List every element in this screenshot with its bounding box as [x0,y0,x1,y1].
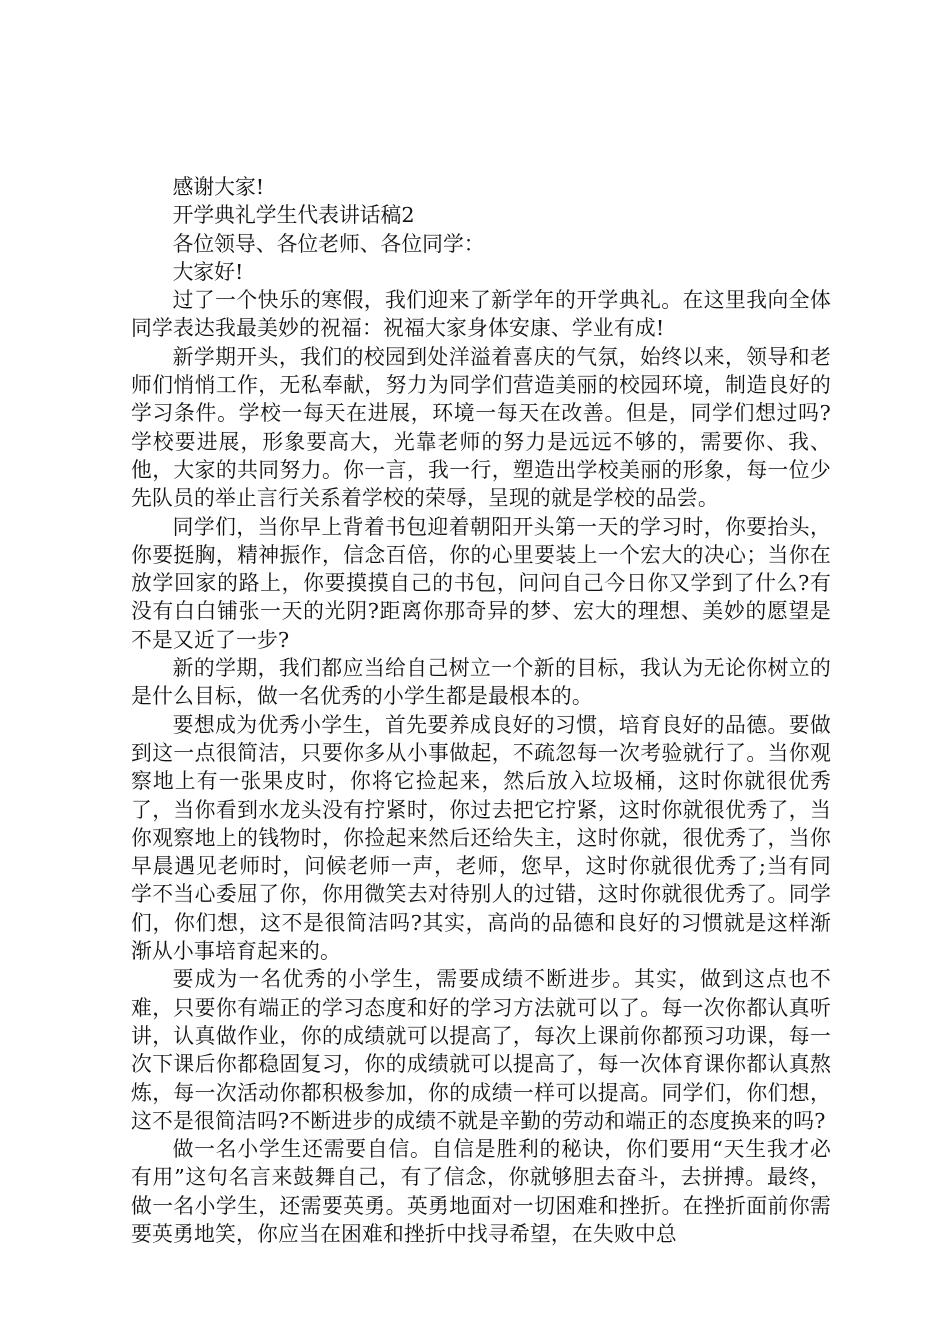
paragraph: 新的学期，我们都应当给自己树立一个新的目标，我认为无论你树立的是什么目标，做一名优秀的小学生都是最根本的。 [131,656,831,709]
document-body [131,173,831,1248]
paragraph: 新学期开头，我们的校园到处洋溢着喜庆的气氛，始终以来，领导和老师们悄悄工作，无私奉献，努力为同学们营造美丽的校园环境，制造良好的学习条件。学校一每天在进展，环境一每天在改善。但是，同学们想过吗?学校要进展，形象要高大，光靠老师的努力是远远不够的，需要你、我、他，大家的共同努力。你一言，我一行，塑造出学校美丽的形象，每一位少先队员的举止言行关系着学校的荣辱，呈现的就是学校的品尝。 [131,344,831,511]
greeting: 大家好! [172,259,244,284]
paragraph: 同学们，当你早上背着书包迎着朝阳开头第一天的学习时，你要抬头，你要挺胸，精神振作，信念百倍，你的心里要装上一个宏大的决心；当你在放学回家的路上，你要摸摸自己的书包，问问自己今日你又学到了什么?有没有白白铺张一天的光阴?距离你那奇异的梦、宏大的理想、美妙的愿望是不是又近了一步? [131,514,831,652]
paragraph: 做一名小学生还需要自信。自信是胜利的秘诀，你们要用“天生我才必有用”这句名言来鼓舞自己，有了信念，你就够胆去奋斗，去拼搏。最终，做一名小学生，还需要英勇。英勇地面对一切困难和挫折。在挫折面前你需要英勇地笑，你应当在困难和挫折中找寻希望，在失败中总 [131,1137,831,1246]
paragraph: 要想成为优秀小学生，首先要养成良好的习惯，培育良好的品德。要做到这一点很简洁，只要你多从小事做起，不疏忽每一次考验就行了。当你观察地上有一张果皮时，你将它捡起来，然后放入垃圾桶，这时你就很优秀了，当你看到水龙头没有拧紧时，你过去把它拧紧，这时你就很优秀了，当你观察地上的钱物时，你捡起来然后还给失主，这时你就，很优秀了，当你早晨遇见老师时，问候老师一声，老师，您早，这时你就很优秀了;当有同学不当心委屈了你，你用微笑去对待别人的过错，这时你就很优秀了。同学们，你们想，这不是很简洁吗?其实，高尚的品德和良好的习惯就是这样渐渐从小事培育起来的。 [131,712,831,964]
paragraph: 要成为一名优秀的小学生，需要成绩不断进步。其实，做到这点也不难，只要你有端正的学习态度和好的学习方法就可以了。每一次你都认真听讲，认真做作业，你的成绩就可以提高了，每次上课前你都预习功课，每一次下课后你都稳固复习，你的成绩就可以提高了，每一次体育课你都认真熬炼，每一次活动你都积极参加，你的成绩一样可以提高。同学们，你们想，这不是很简洁吗?不断进步的成绩不就是辛勤的劳动和端正的态度换来的吗? [131,967,831,1133]
paragraph: 过了一个快乐的寒假，我们迎来了新学年的开学典礼。在这里我向全体同学表达我最美妙的祝福：祝福大家身体安康、学业有成! [131,288,831,341]
salutation: 各位领导、各位老师、各位同学： [172,231,485,256]
closing-line: 感谢大家! [172,175,265,199]
speech-title: 开学典礼学生代表讲话稿2 [172,203,415,228]
